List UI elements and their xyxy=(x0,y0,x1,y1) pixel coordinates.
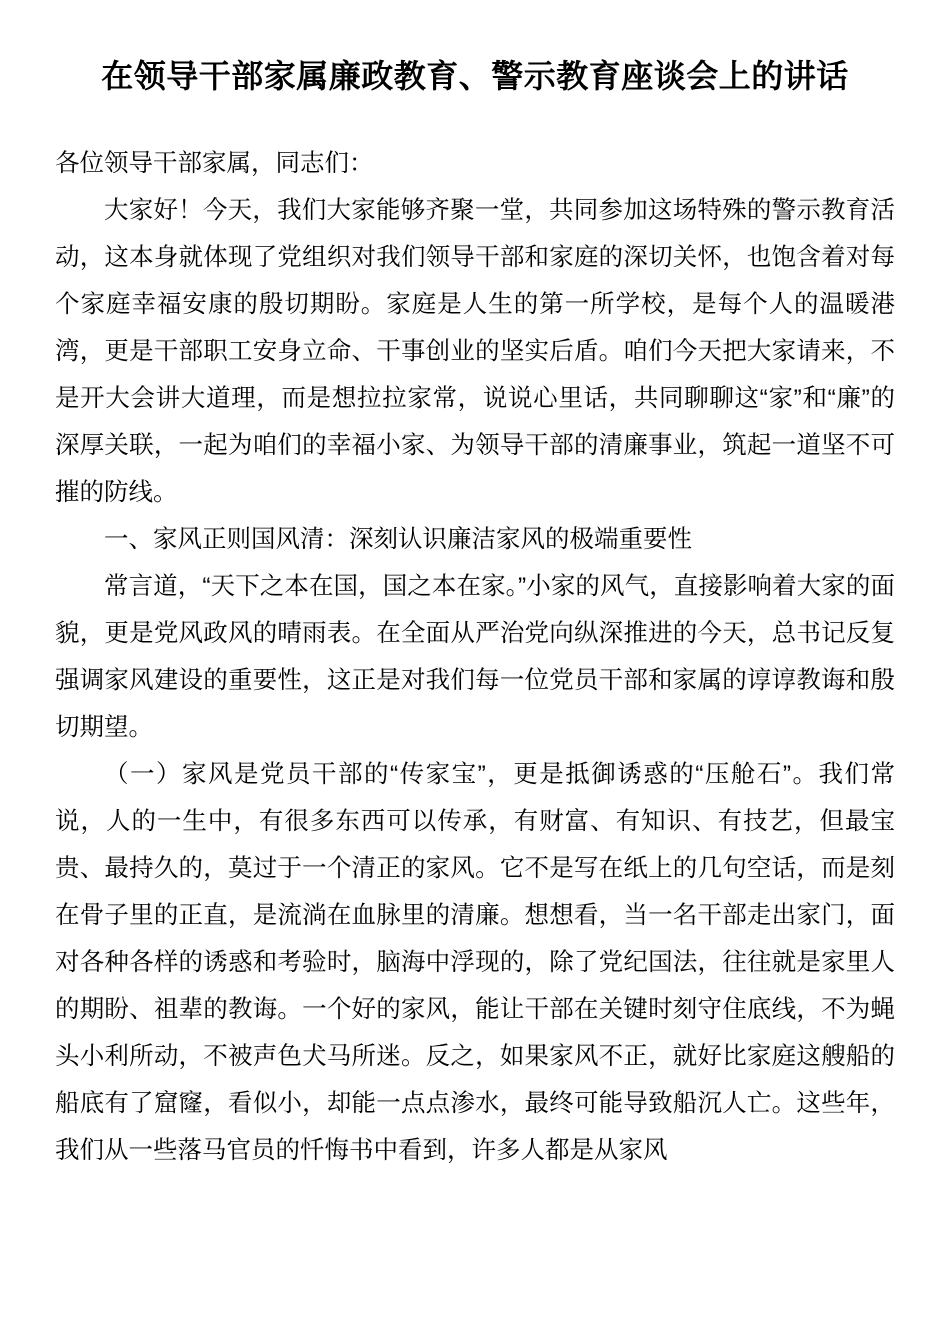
salutation-line: 各位领导干部家属，同志们： xyxy=(55,150,374,177)
document-title: 在领导干部家属廉政教育、警示教育座谈会上的讲话 xyxy=(101,58,849,94)
section-heading-1: 一、家风正则国风清：深刻认识廉洁家风的极端重要性 xyxy=(104,526,692,553)
body-paragraph-2: 常言道，“天下之本在国，国之本在家。”小家的风气，直接影响着大家的面貌，更是党风政风的晴雨表。在全面从严治党向纵深推进的今天，总书记反复强调家风建设的重要性，这正是对我们每一位党员干部和家属的谆谆教诲和殷切期望。 xyxy=(55,573,895,741)
document-content xyxy=(55,0,895,1174)
body-paragraph-1: 大家好！今天，我们大家能够齐聚一堂，共同参加这场特殊的警示教育活动，这本身就体现了党组织对我们领导干部和家庭的深切关怀，也饱含着对每个家庭幸福安康的殷切期盼。家庭是人生的第一所学校，是每个人的温暖港湾，更是干部职工安身立命、干事创业的坚实后盾。咱们今天把大家请来，不是开大会讲大道理，而是想拉拉家常，说说心里话，共同聊聊这“家”和“廉”的深厚关联，一起为咱们的幸福小家、为领导干部的清廉事业，筑起一道坚不可摧的防线。 xyxy=(55,197,895,506)
body-paragraph-3: （一）家风是党员干部的“传家宝”，更是抵御诱惑的“压舱石”。我们常说，人的一生中，有很多东西可以传承，有财富、有知识、有技艺，但最宝贵、最持久的，莫过于一个清正的家风。它不是写在纸上的几句空话，而是刻在骨子里的正直，是流淌在血脉里的清廉。想想看，当一名干部走出家门，面对各种各样的诱惑和考验时，脑海中浮现的，除了党纪国法，往往就是家里人的期盼、祖辈的教诲。一个好的家风，能让干部在关键时刻守住底线，不为蝇头小利所动，不被声色犬马所迷。反之，如果家风不正，就好比家庭这艘船的船底有了窟窿，看似小，却能一点点渗水，最终可能导致船沉人亡。这些年，我们从一些落马官员的忏悔书中看到，许多人都是从家风 xyxy=(55,761,895,1164)
